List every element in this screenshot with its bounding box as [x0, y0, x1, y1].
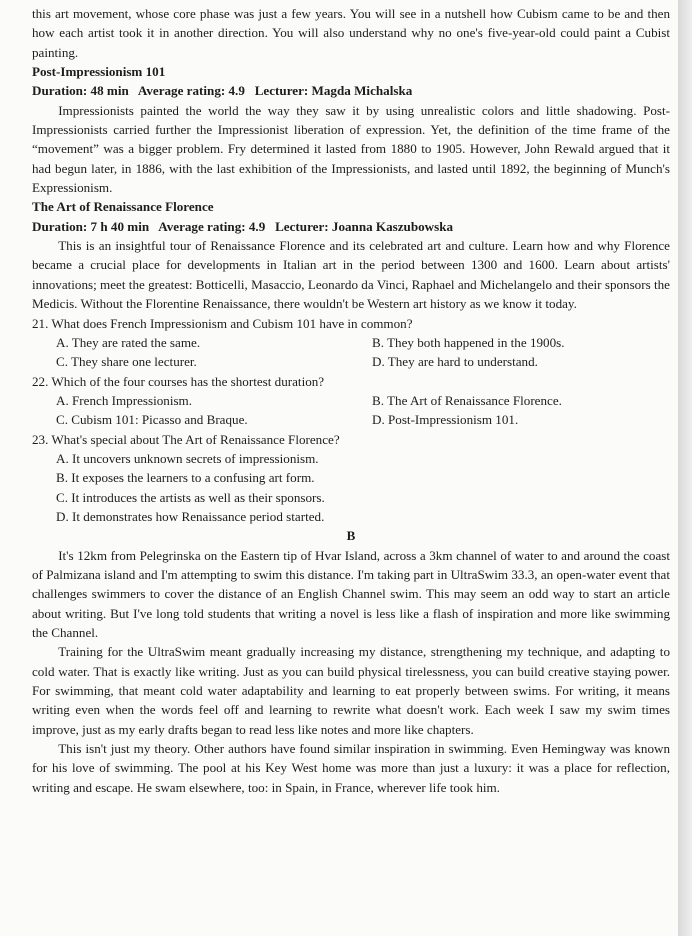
course-title: The Art of Renaissance Florence — [32, 199, 214, 215]
option-c: C. They share one lecturer. — [56, 354, 197, 370]
course-title: Post-Impressionism 101 — [32, 64, 166, 80]
question-22 — [32, 372, 670, 430]
course-description: Impressionists painted the world the way they saw it by using unrealistic colors and little shadowing. Post-Impressionists carried further the Impressionist liberation of expression. Yet, the definition of the time frame of the “movement” was a bigger problem. Fry determined it lasted from 1880 to 1905. However, John Rewald argued that it had begun later, in 1886, with the last exhibition of the Impressionists, and lasted until 1892, the beginning of Munch's Expressionism. — [32, 102, 670, 196]
course-post-impressionism — [32, 62, 670, 197]
question-options — [32, 333, 670, 372]
section-heading: B — [346, 528, 356, 544]
question-options — [32, 449, 670, 526]
page-edge-shadow — [678, 0, 692, 936]
option-d: D. They are hard to understand. — [372, 354, 538, 370]
passage-paragraph-3: This isn't just my theory. Other authors have found similar inspiration in swimming. Even Hemingway was known for his love of swimming. The pool at his Key West home was more than just a luxury: it was a place for reflection, writing and escape. He swam elsewhere, too: in Spain, in France, wherever life took him. — [32, 741, 670, 795]
option-c: C. Cubism 101: Picasso and Braque. — [56, 412, 248, 428]
intro-paragraph-tail: this art movement, whose core phase was just a few years. You will see in a nutshell how Cubism came to be and then how each artist took it in another direction. You will also understand why no one's five-year-old could paint a Cubist painting. — [32, 6, 670, 60]
question-options — [32, 391, 670, 430]
option-b: B. The Art of Renaissance Florence. — [372, 392, 562, 408]
passage-paragraph-2: Training for the UltraSwim meant gradually increasing my distance, strengthening my technique, and adapting to cold water. That is exactly like writing. Just as you can build physical tirelessness, you can build creative staying power. For swimming, that meant cold water adaptability and learning to eat properly between swims. For writing, it means writing even when the words feel off and learning to rewrite what doesn't work. Each week I saw my swim times improve, just as my early drafts began to read less like notes and more like chapters. — [32, 644, 670, 737]
course-meta: Duration: 7 h 40 min Average rating: 4.9 Lecturer: Joanna Kaszubowska — [32, 218, 454, 234]
course-renaissance-florence — [32, 197, 670, 313]
option-d: D. It demonstrates how Renaissance period started. — [56, 508, 325, 524]
option-b: B. It exposes the learners to a confusing art form. — [56, 470, 315, 486]
option-a: A. It uncovers unknown secrets of impressionism. — [56, 450, 319, 466]
question-stem: 21. What does French Impressionism and Cubism 101 have in common? — [32, 315, 413, 331]
question-stem: 23. What's special about The Art of Renaissance Florence? — [32, 431, 340, 447]
passage-paragraph-1: It's 12km from Pelegrinska on the Eastern tip of Hvar Island, across a 3km channel of water to and around the coast of Palmizana island and I'm attempting to swim this distance. I'm taking part in UltraSwim 33.3, an open-water event that challenges swimmers to cover the distance of an English Channel swim. This may seem an odd way to start an article about writing. But I've long told students that writing a novel is less like a flash of inspiration and more like swimming the Channel. — [32, 547, 670, 640]
option-a: A. They are rated the same. — [56, 334, 201, 350]
course-description: This is an insightful tour of Renaissance Florence and its celebrated art and culture. Learn how and why Florence became a crucial place for developments in Italian art in the period between 1300 and 1600. Learn about artists' innovations; meet the greatest: Botticelli, Masaccio, Leonardo da Vinci, Raphael and Michelangelo and their sponsors the Medicis. Without the Florentine Renaissance, there wouldn't be Western art history as we know it today. — [32, 238, 670, 312]
course-meta: Duration: 48 min Average rating: 4.9 Lecturer: Magda Michalska — [32, 83, 413, 99]
option-a: A. French Impressionism. — [56, 392, 193, 408]
option-b: B. They both happened in the 1900s. — [372, 334, 565, 350]
option-d: D. Post-Impressionism 101. — [372, 412, 519, 428]
question-stem: 22. Which of the four courses has the shortest duration? — [32, 373, 325, 389]
question-21 — [32, 314, 670, 372]
question-23 — [32, 430, 670, 527]
option-c: C. It introduces the artists as well as their sponsors. — [56, 489, 325, 505]
